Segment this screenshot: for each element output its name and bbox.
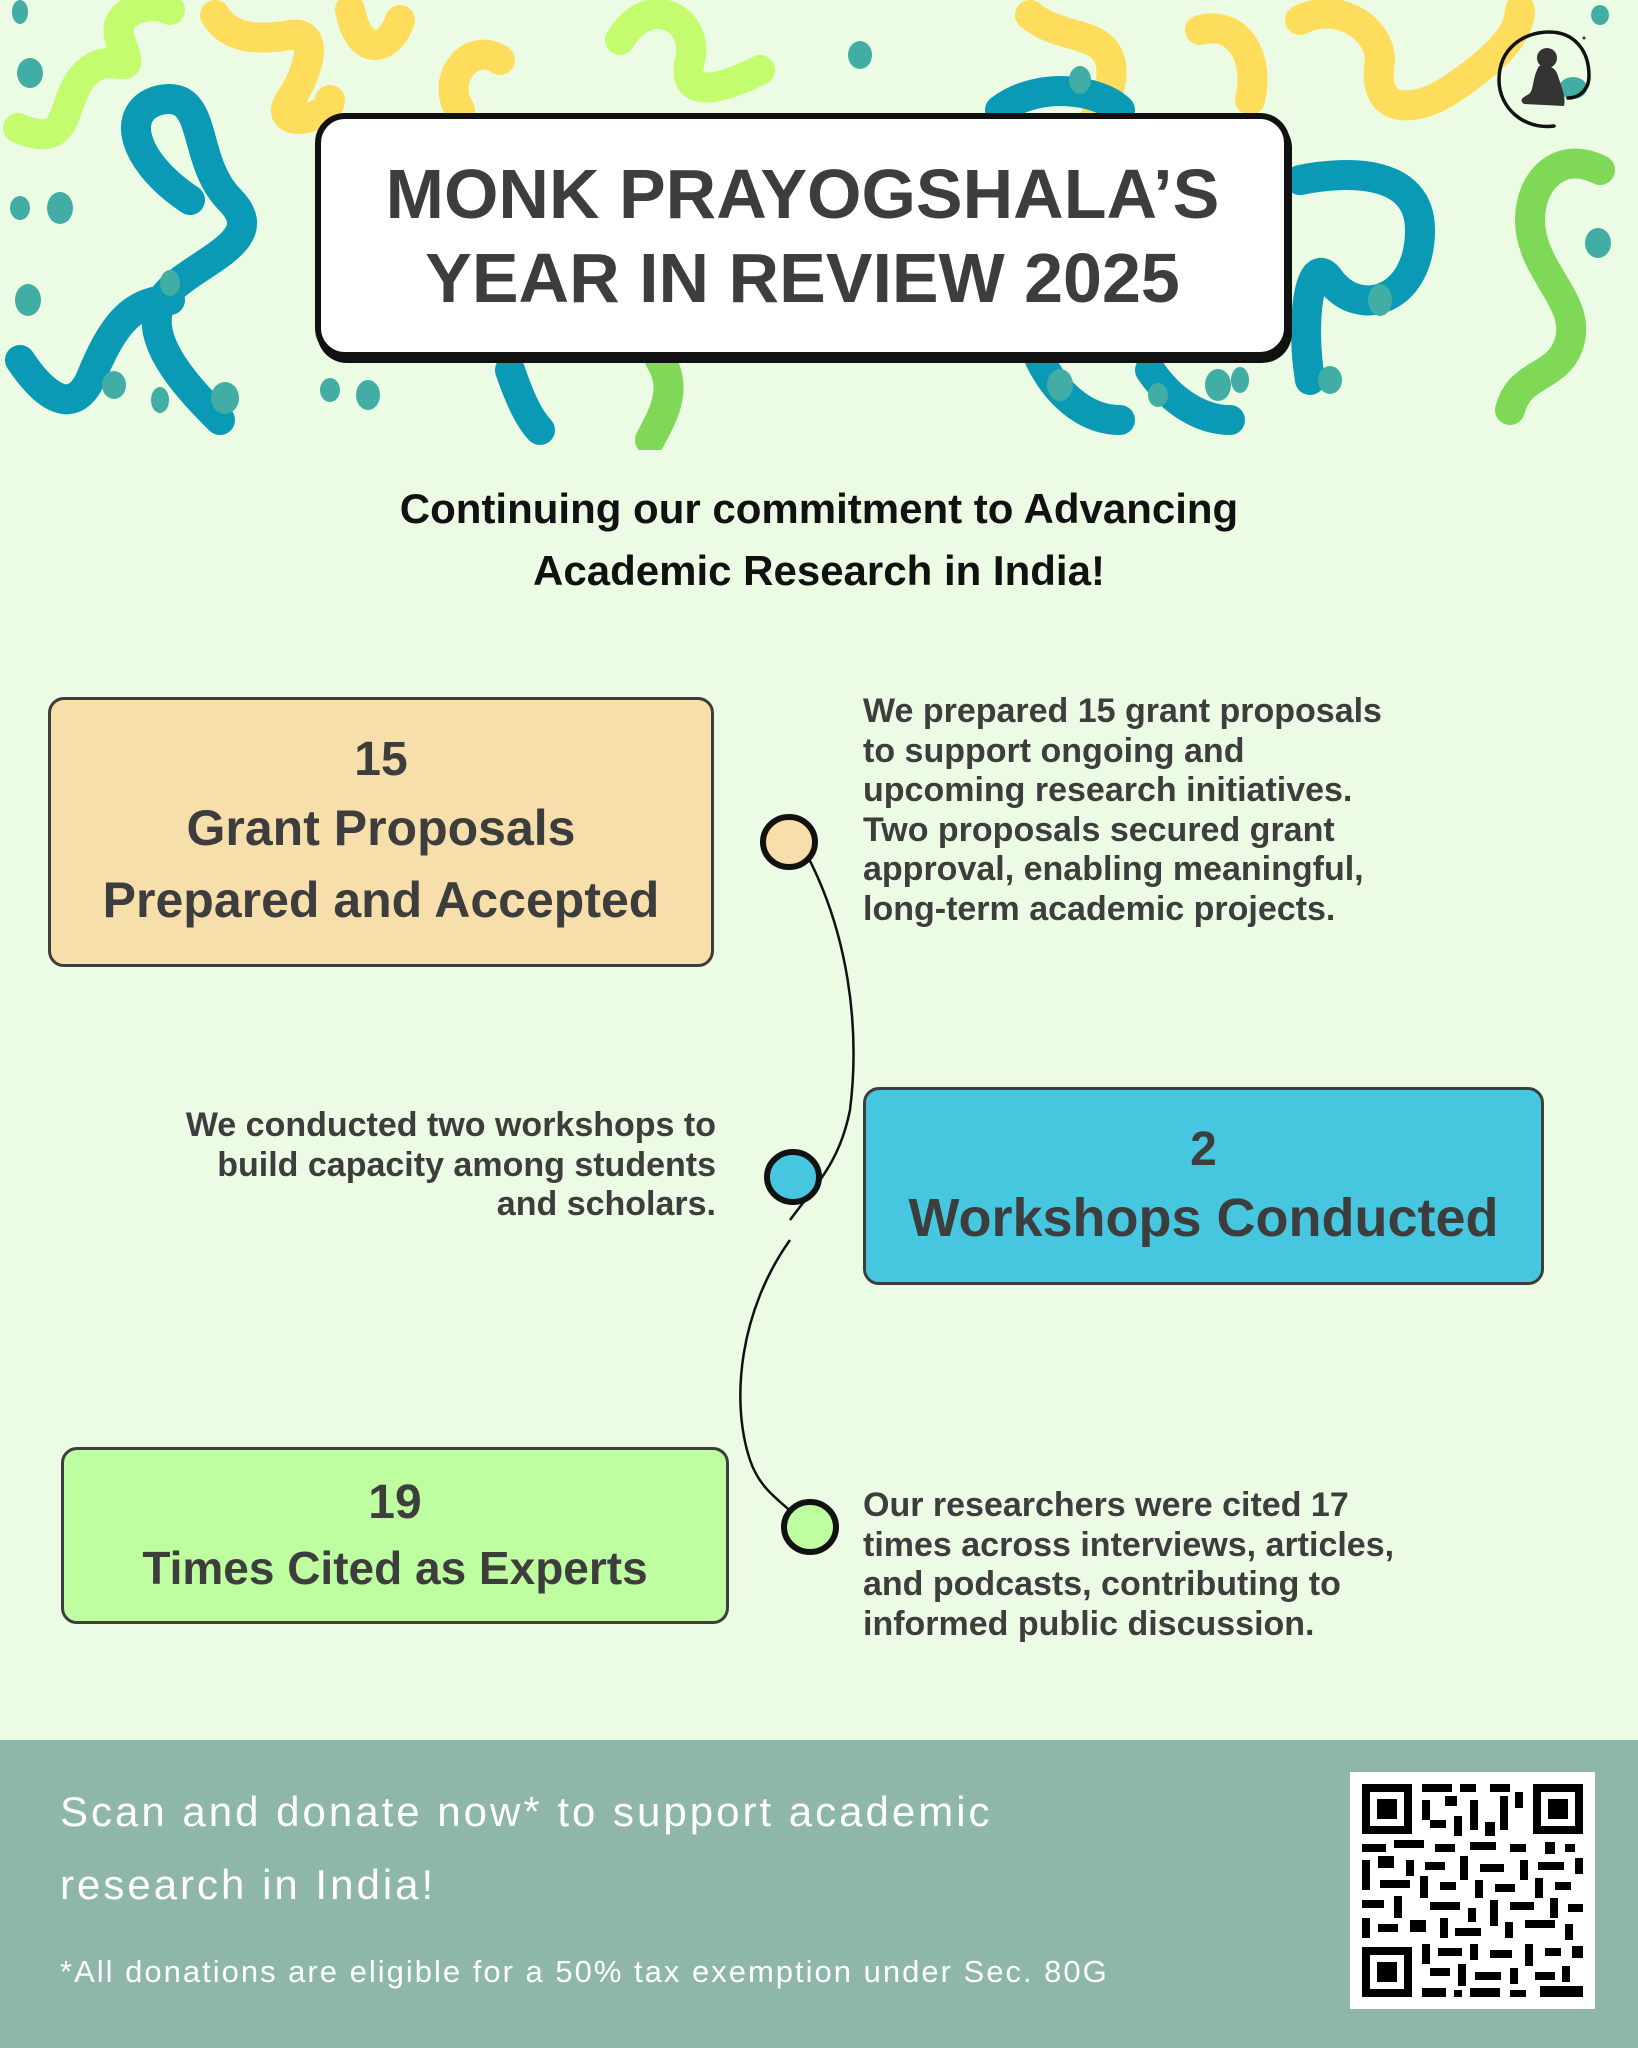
workshops-number: 2 (1190, 1123, 1217, 1176)
timeline-node-workshops (767, 1152, 819, 1202)
title-banner (315, 113, 1290, 358)
citations-description: Our researchers were cited 17 times across interviews, articles, and podcasts, contributing to informed public discussion. (863, 1486, 1395, 1643)
cta-line2: research in India! (60, 1861, 437, 1908)
grants-label-line2: Prepared and Accepted (102, 872, 660, 928)
grants-number: 15 (354, 733, 408, 786)
donate-call-to-action (60, 1775, 1260, 1921)
citations-label: Times Cited as Experts (142, 1541, 648, 1594)
workshops-label: Workshops Conducted (908, 1188, 1499, 1248)
page-title-line2: YEAR IN REVIEW 2025 (425, 238, 1180, 317)
highlight-card-workshops (863, 1087, 1544, 1285)
tax-exemption-note: *All donations are eligible for a 50% tax exemption under Sec. 80G (60, 1954, 1109, 1989)
meditating-monkey-logo-icon (1494, 28, 1594, 134)
cta-line1: Scan and donate now* to support academic (60, 1788, 993, 1835)
grants-description: We prepared 15 grant proposals to support ongoing and upcoming research initiatives. Two proposals secured grant approval, enabling meaningful, long-term academic projects. (863, 692, 1382, 928)
timeline-node-citations (784, 1502, 836, 1552)
subtitle-line1: Continuing our commitment to Advancing (399, 485, 1239, 532)
page-title-line1: MONK PRAYOGSHALA’S (385, 154, 1220, 233)
workshops-description: We conducted two workshops to build capacity among students and scholars. (185, 1106, 716, 1223)
donation-qr-code-icon[interactable] (1350, 1772, 1595, 2009)
subtitle-line2: Academic Research in India! (533, 547, 1105, 594)
grants-label-line1: Grant Proposals (186, 800, 576, 856)
highlight-card-citations (61, 1447, 729, 1624)
highlight-card-grants (48, 697, 714, 967)
timeline-node-grants (763, 817, 815, 867)
citations-number: 19 (368, 1475, 422, 1529)
subtitle (0, 478, 1638, 602)
